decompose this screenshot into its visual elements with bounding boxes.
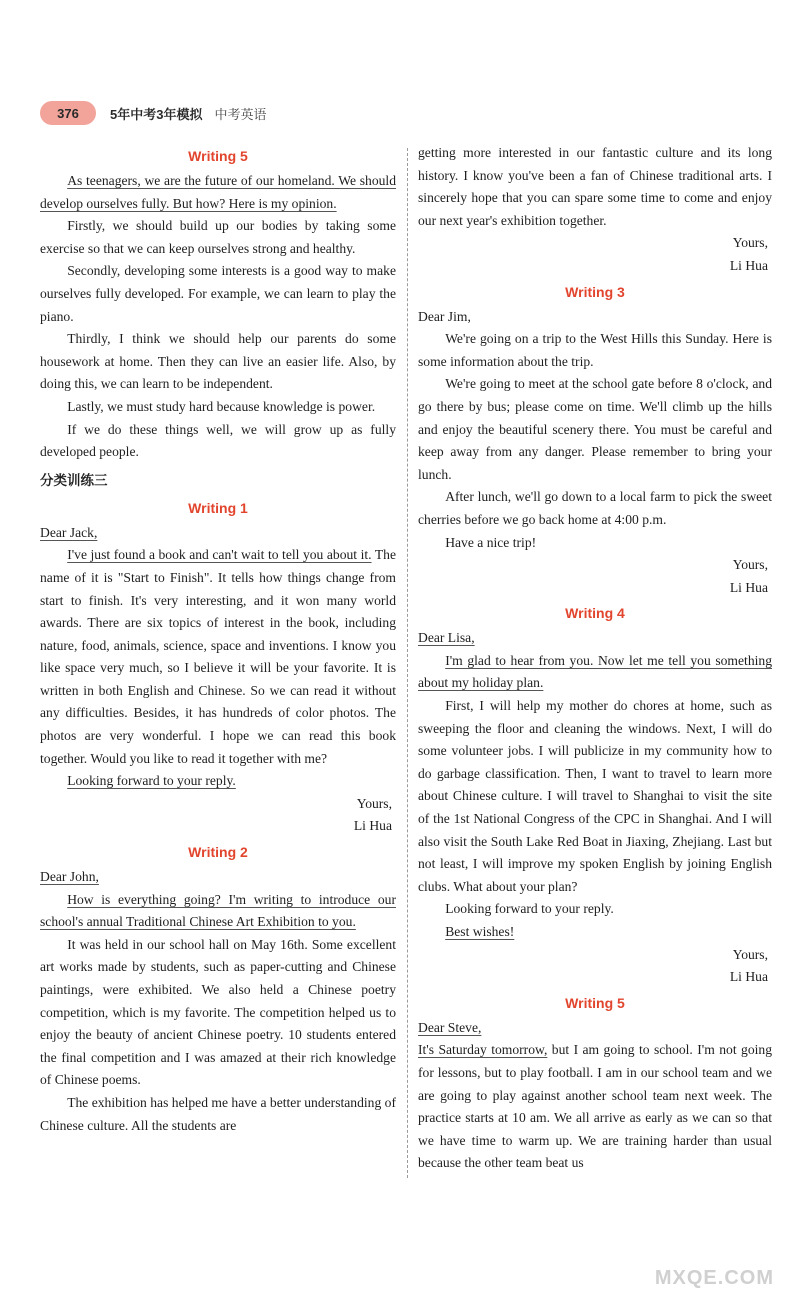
w2-salutation: Dear John, (40, 869, 99, 885)
w2-closing-yours: Yours, (732, 235, 768, 251)
w4-paragraph-1: I'm glad to hear from you. Now let me tell you something about my holiday plan. (418, 652, 772, 691)
w1-paragraph-1 (40, 544, 396, 770)
w4-paragraph-4: Best wishes! (445, 924, 515, 939)
w5b-body-text: but I am going to school. I'm not going for lessons, but to play football. I am in our school team and we are going to play against another school team next week. The practice starts at 10 am. We all arrive as early as we can so that we have time to warm up. We are training harder than usual because the other team beat us (418, 1042, 772, 1171)
w5b-paragraph-1 (418, 1039, 772, 1175)
w1-opening-sentence: I've just found a book and can't wait to tell you about it. (67, 547, 372, 563)
w5b-opening-phrase: It's Saturday tomorrow, (418, 1042, 548, 1058)
page-number-badge: 376 (40, 101, 96, 125)
writing-5b-heading: Writing 5 (565, 994, 625, 1011)
site-watermark: MXQE.COM (654, 1267, 774, 1289)
w5-paragraph-1: As teenagers, we are the future of our homeland. We should develop ourselves fully. But how? Here is my opinion. (40, 173, 396, 211)
w5b-salutation: Dear Steve, (418, 1019, 482, 1035)
writing-4-heading: Writing 4 (565, 605, 625, 622)
w2-closing-name: Li Hua (729, 257, 768, 273)
w1-paragraph-2: Looking forward to your reply. (67, 773, 236, 789)
w3-paragraph-4: Have a nice trip! (445, 534, 537, 550)
w4-closing-yours: Yours, (732, 946, 768, 962)
w1-closing-yours: Yours, (356, 795, 392, 811)
w1-body-text: The name of it is "Start to Finish". It tells how things change from start to finish. It's very interesting, and it won many world awards. There are six topics of interest in the book, including nature, food, animals, science, space and inventions. I know you like space very much, so I believe it will be your favorite. It is written in both English and Chinese. So we can read it without any difficulties. Besides, it has hundreds of color photos. The photos are very wonderful. I hope we can read this book together. Would you like to read it together with me? (40, 547, 396, 766)
w3-paragraph-3: After lunch, we'll go down to a local farm to pick the sweet cherries before we go back home at 4:00 p.m. (418, 489, 772, 527)
w4-closing-name: Li Hua (729, 969, 768, 985)
w3-paragraph-2: We're going to meet at the school gate before 8 o'clock, and go there by bus; please come on time. We'll climb up the hills and enjoy the beautiful scenery there. You must be careful and keep away from any danger. Please remember to bring your lunch. (418, 376, 772, 482)
column-divider (407, 148, 408, 1178)
w5-paragraph-3: Secondly, developing some interests is a good way to make ourselves fully developed. For example, we can learn to play the piano. (40, 263, 396, 324)
w2-continuation: getting more interested in our fantastic culture and its long history. I know you've been a fan of Chinese traditional arts. I sincerely hope that you can spare some time to come and enjoy our next year's exhibition together. (418, 145, 772, 228)
w1-salutation: Dear Jack, (40, 524, 98, 540)
w1-closing-name: Li Hua (353, 818, 392, 834)
writing-1-heading: Writing 1 (188, 499, 248, 516)
section-title: 分类训练三 (40, 472, 108, 488)
w5-paragraph-4: Thirdly, I think we should help our parents do some housework at home. Then they can live an easier life. Also, by doing this, we can learn to be independent. (40, 331, 396, 392)
w5-paragraph-2: Firstly, we should build up our bodies by taking some exercise so that we can keep ourselves strong and healthy. (40, 218, 396, 256)
page-header (40, 100, 266, 126)
w4-paragraph-2: First, I will help my mother do chores at home, such as sweeping the floor and cleaning the windows. Next, I will do some volunteer jobs. I will publicize in my community how to do garbage classification. Then, I want to travel to learn more about Chinese culture. I will travel to Shanghai to visit the site of the 1st National Congress of the CPC in Shanghai. And I will also visit the South Lake Red Boat in Jiaxing, Zhejiang. Last but not least, I will improve my spoken English by joining English clubs. What about your plan? (418, 698, 772, 894)
writing-3-heading: Writing 3 (565, 283, 625, 300)
left-column (40, 142, 396, 1137)
w3-paragraph-1: We're going on a trip to the West Hills this Sunday. Here is some information about the trip. (418, 331, 772, 369)
writing-5-heading: Writing 5 (188, 148, 248, 164)
right-column (418, 142, 772, 1175)
book-series-title: 5年中考3年模拟 (110, 106, 203, 122)
w4-salutation: Dear Lisa, (418, 630, 475, 646)
w3-salutation: Dear Jim, (418, 308, 471, 324)
w3-closing-name: Li Hua (729, 579, 768, 595)
w2-paragraph-3: The exhibition has helped me have a better understanding of Chinese culture. All the students are (40, 1094, 396, 1133)
w2-paragraph-1: How is everything going? I'm writing to introduce our school's annual Traditional Chinese Art Exhibition to you. (40, 891, 396, 930)
w4-paragraph-3: Looking forward to your reply. (445, 901, 614, 917)
w3-closing-yours: Yours, (732, 557, 768, 573)
w2-paragraph-2: It was held in our school hall on May 16th. Some excellent art works made by students, such as paper-cutting and Chinese paintings, were exhibited. We also held a Chinese poetry competition, which is my favorite. The competition helped us to enjoy the beauty of ancient Chinese poetry. 10 students entered the final competition and I was amazed at their rich knowledge of Chinese poems. (40, 936, 396, 1088)
writing-2-heading: Writing 2 (188, 844, 248, 861)
w5-paragraph-6: If we do these things well, we will grow up as fully developed people. (40, 421, 396, 460)
w5-paragraph-5: Lastly, we must study hard because knowledge is power. (67, 398, 376, 414)
book-subject: 中考英语 (214, 106, 267, 122)
